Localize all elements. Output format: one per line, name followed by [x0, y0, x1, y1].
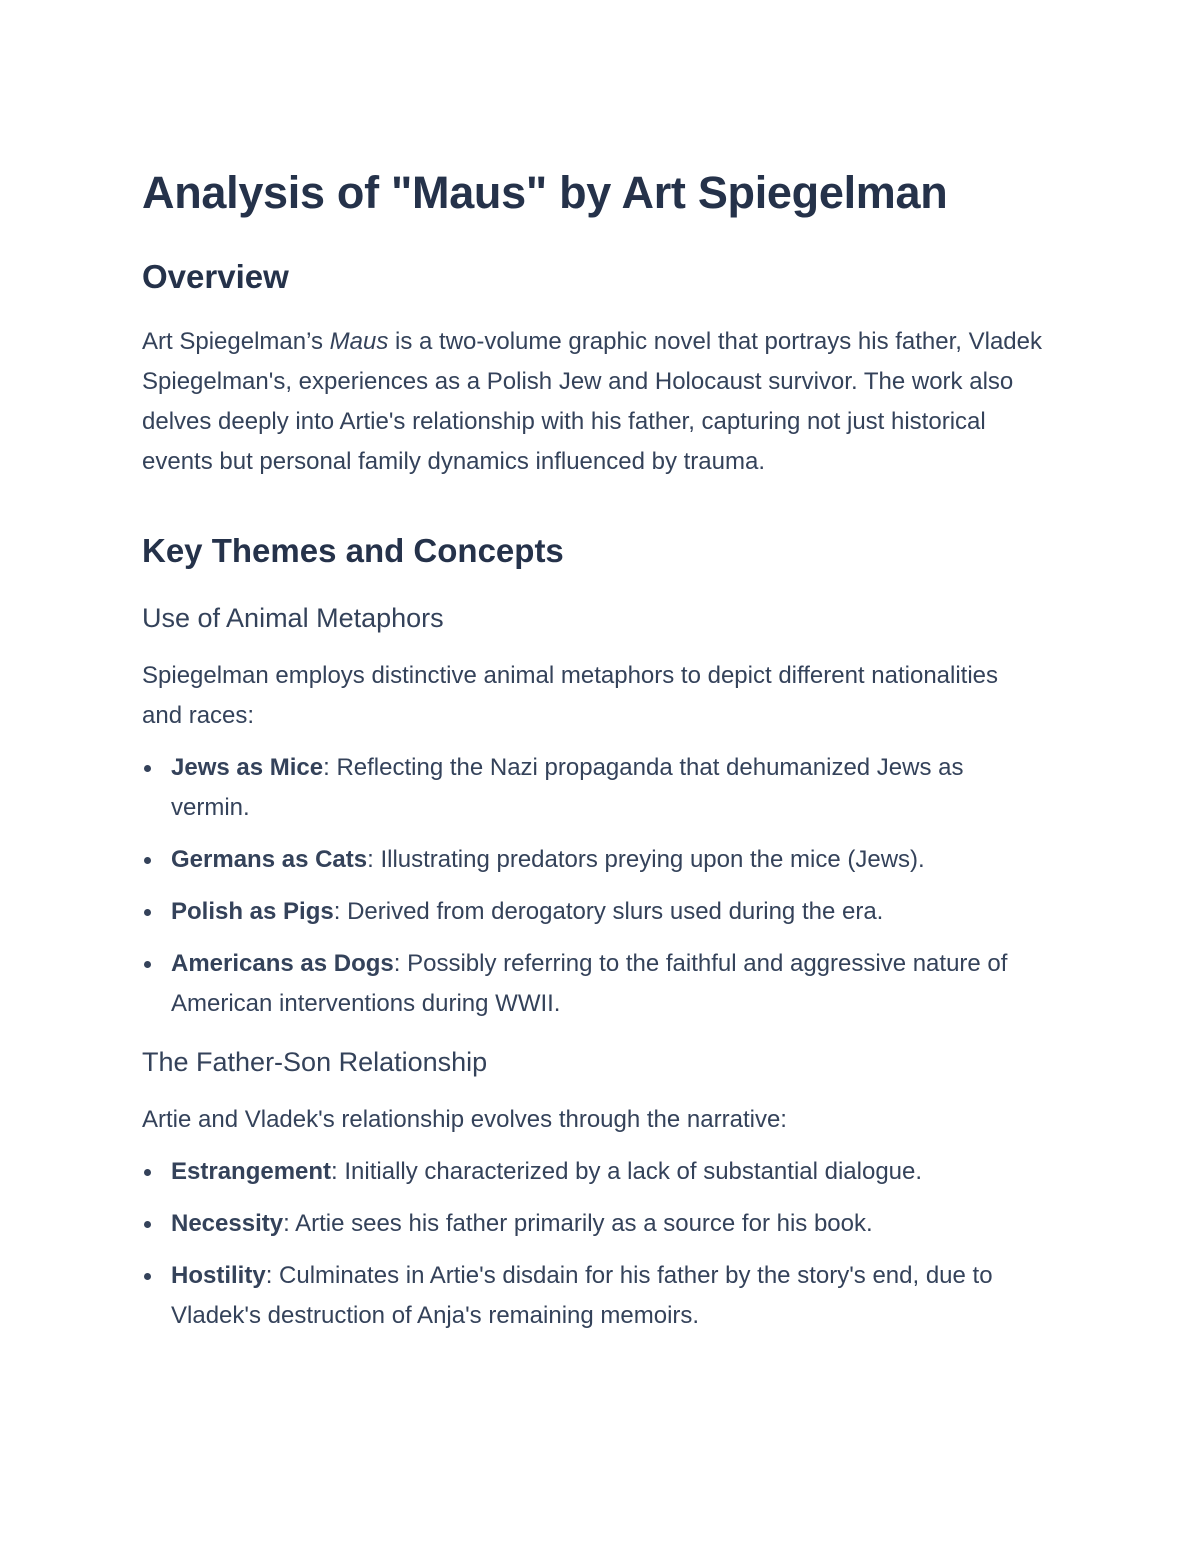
animal-metaphors-intro: Spiegelman employs distinctive animal metaphors to depict different nationalities and races: [142, 662, 999, 729]
bullet-icon [144, 765, 151, 772]
overview-text-start: Art Spiegelman’s [142, 328, 330, 355]
list-item-term: Polish as Pigs [171, 898, 334, 925]
list-item-desc: : Initially characterized by a lack of substantial dialogue. [331, 1158, 923, 1185]
document-page [142, 150, 1042, 1348]
father-son-list [142, 1152, 1042, 1336]
list-item [142, 840, 1042, 880]
list-item-desc: : Artie sees his father primarily as a source for his book. [283, 1210, 873, 1237]
list-item [142, 1256, 1042, 1336]
list-item-desc: : Derived from derogatory slurs used during the era. [333, 898, 884, 925]
bullet-icon [144, 961, 151, 968]
themes-heading: Key Themes and Concepts [142, 532, 564, 569]
bullet-icon [144, 1221, 151, 1228]
father-son-heading: The Father-Son Relationship [142, 1047, 488, 1077]
list-item-desc: : Possibly referring to the faithful and aggressive nature of American interventions during WWII. [171, 950, 1008, 1017]
bullet-icon [144, 909, 151, 916]
overview-heading: Overview [142, 258, 289, 295]
animal-metaphors-list [142, 748, 1042, 1024]
list-item [142, 892, 1042, 932]
list-item-term: Necessity [171, 1210, 284, 1237]
overview-text-end: is a two-volume graphic novel that portrays his father, Vladek Spiegelman's, experiences as a Polish Jew and Holocaust survivor. The work also delves deeply into Artie's relationship with his father, capturing not just historical events but personal family dynamics influenced by trauma. [142, 328, 1043, 475]
list-item-term: Germans as Cats [171, 846, 368, 873]
list-item-term: Estrangement [171, 1158, 332, 1185]
bullet-icon [144, 857, 151, 864]
overview-paragraph [142, 322, 1042, 482]
list-item [142, 748, 1042, 828]
list-item-desc: : Reflecting the Nazi propaganda that dehumanized Jews as vermin. [171, 754, 964, 821]
list-item-desc: : Illustrating predators preying upon the mice (Jews). [367, 846, 925, 873]
page-title: Analysis of "Maus" by Art Spiegelman [142, 167, 948, 218]
list-item-term: Jews as Mice [171, 754, 324, 781]
list-item [142, 1152, 1042, 1192]
list-item [142, 944, 1042, 1024]
list-item [142, 1204, 1042, 1244]
list-item-desc: : Culminates in Artie's disdain for his father by the story's end, due to Vladek's destruction of Anja's remaining memoirs. [171, 1262, 993, 1329]
list-item-term: Americans as Dogs [171, 950, 394, 977]
bullet-icon [144, 1169, 151, 1176]
animal-metaphors-heading: Use of Animal Metaphors [142, 603, 444, 633]
father-son-intro: Artie and Vladek's relationship evolves through the narrative: [142, 1106, 787, 1133]
bullet-icon [144, 1273, 151, 1280]
overview-book-title: Maus [329, 328, 389, 355]
list-item-term: Hostility [171, 1262, 266, 1289]
